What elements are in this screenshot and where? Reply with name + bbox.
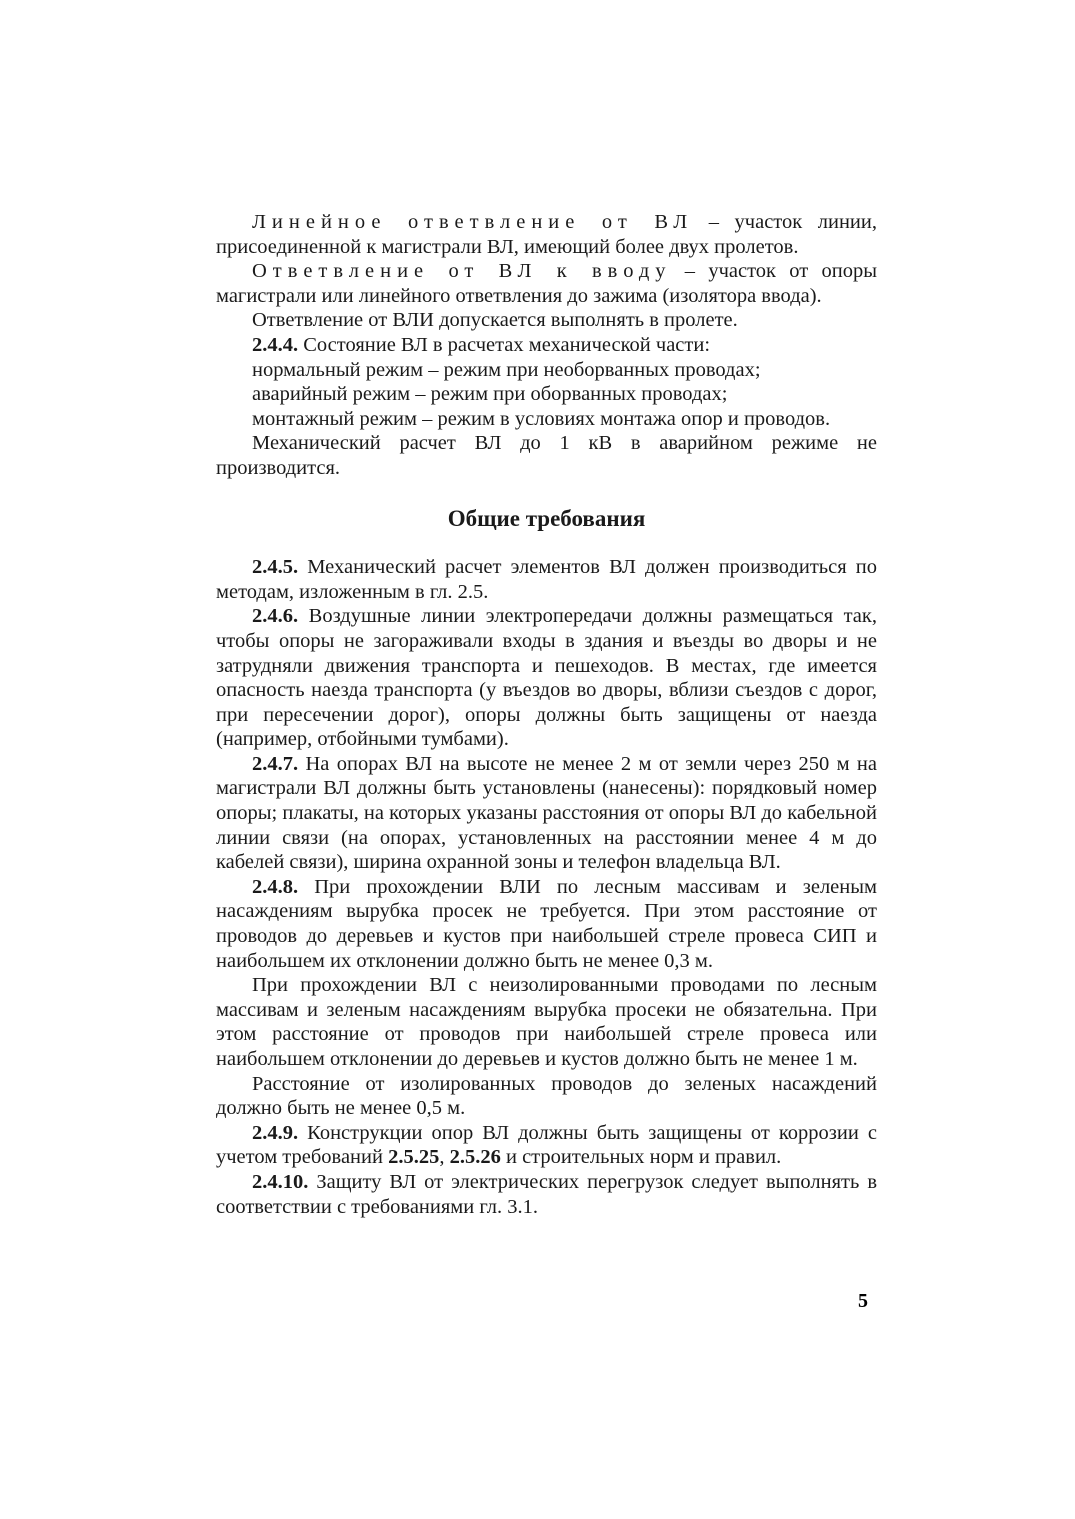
paragraph-2-4-4 — [216, 333, 877, 358]
paragraph-2-4-8 — [216, 875, 877, 973]
paragraph — [216, 308, 877, 333]
paragraph-text: – участок от опоры магистрали или линейного ответвления до зажима (изолятора ввода). — [216, 260, 877, 307]
paragraph — [216, 973, 877, 1071]
page-number: 5 — [858, 1290, 868, 1312]
paragraph-text: Механический расчет ВЛ до 1 кВ в аварийном режиме не производится. — [216, 432, 877, 479]
paragraph-text: – участок линии, присоединенной к магистрали ВЛ, имеющий более двух пролетов. — [216, 211, 877, 258]
term: Линейное ответвление от ВЛ — [252, 211, 694, 233]
paragraph — [216, 407, 877, 432]
paragraph — [216, 1072, 877, 1121]
reference: 2.5.25 — [388, 1146, 440, 1169]
clause-number: 2.4.8. — [252, 875, 299, 898]
clause-number: 2.4.7. — [252, 752, 299, 775]
paragraph-2-4-6 — [216, 604, 877, 752]
paragraph-2-4-10 — [216, 1170, 877, 1219]
paragraph-definition-linear-branch — [216, 210, 877, 259]
paragraph — [216, 431, 877, 480]
page-body — [216, 210, 877, 1219]
paragraph-text: Воздушные линии электропередачи должны размещаться так, чтобы опоры не загораживали входы в здания и въезды во дворы и не затрудняли движения транспорта и пешеходов. В местах, где имеется опасность наезда транспорта (у въездов во дворы, вблизи съездов с дорог, при пересечении дорог), опоры должны быть защищены от наезда (например, отбойными тумбами). — [216, 605, 877, 751]
paragraph-text: нормальный режим – режим при необорванных проводах; — [252, 358, 761, 381]
paragraph-2-4-9 — [216, 1121, 877, 1170]
paragraph-text: Расстояние от изолированных проводов до зеленых насаждений должно быть не менее 0,5 м. — [216, 1072, 877, 1120]
clause-number: 2.4.6. — [252, 605, 299, 628]
section-heading: Общие требования — [447, 505, 646, 531]
paragraph-text: Ответвление от ВЛИ допускается выполнять в пролете. — [252, 309, 738, 332]
paragraph-text: аварийный режим – режим при оборванных проводах; — [252, 383, 728, 406]
paragraph-definition-branch-to-input — [216, 259, 877, 308]
reference: 2.5.26 — [449, 1146, 501, 1169]
paragraph-text: При прохождении ВЛ с неизолированными проводами по лесным массивам и зеленым насаждениям вырубка просеки не обязательна. При этом расстояние от проводов при наибольшей стреле провеса или наибольшем отклонении до деревьев и кустов должно быть не менее 1 м. — [216, 974, 877, 1070]
paragraph-text: монтажный режим – режим в условиях монтажа опор и проводов. — [252, 407, 831, 430]
paragraph-text: Конструкции опор ВЛ должны быть защищены от коррозии с учетом требований — [216, 1121, 877, 1169]
paragraph-text: При прохождении ВЛИ по лесным массивам и зеленым насаждениям вырубка просек не требуется. При этом расстояние от проводов до деревьев и кустов при наибольшей стреле провеса СИП и наибольшем их отклонении должно быть не менее 0,3 м. — [216, 875, 877, 972]
paragraph-text: Защиту ВЛ от электрических перегрузок следует выполнять в соответствии с требованиями гл. 3.1. — [216, 1170, 877, 1218]
paragraph-2-4-7 — [216, 752, 877, 875]
paragraph-text: Состояние ВЛ в расчетах механической части: — [298, 333, 711, 356]
paragraph-2-4-5 — [216, 555, 877, 604]
clause-number: 2.4.10. — [252, 1170, 309, 1193]
paragraph-text: и строительных норм и правил. — [500, 1146, 782, 1169]
paragraph — [216, 382, 877, 407]
clause-number: 2.4.5. — [252, 556, 299, 579]
clause-number: 2.4.9. — [252, 1121, 299, 1144]
clause-number: 2.4.4. — [252, 333, 299, 356]
paragraph-text: Механический расчет элементов ВЛ должен производиться по методам, изложенным в гл. 2.5. — [216, 556, 877, 603]
paragraph — [216, 358, 877, 383]
term: Ответвление от ВЛ к вводу — [252, 260, 672, 283]
paragraph-text: На опорах ВЛ на высоте не менее 2 м от земли через 250 м на магистрали ВЛ должны быть установлены (нанесены): порядковый номер опоры; плакаты, на которых указаны расстояния от опоры ВЛ до кабельной линии связи (на опорах, установленных на расстоянии менее 4 м до кабелей связи), ширина охранной зоны и телефон владельца ВЛ. — [216, 752, 877, 874]
separator: , — [439, 1146, 450, 1169]
